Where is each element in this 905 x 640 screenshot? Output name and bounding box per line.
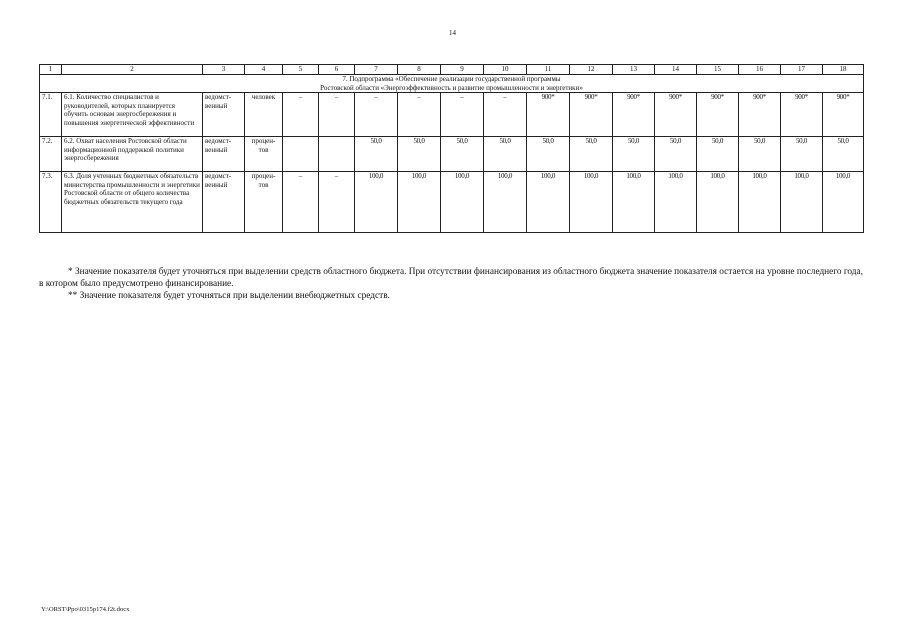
value-cell: 100,0 — [697, 172, 739, 233]
column-number: 15 — [697, 65, 739, 75]
value-cell: 50,0 — [739, 137, 781, 172]
unit: человек — [245, 93, 283, 137]
column-number: 11 — [527, 65, 570, 75]
column-number: 16 — [739, 65, 781, 75]
column-number: 12 — [570, 65, 613, 75]
value-cell: 900* — [697, 93, 739, 137]
column-number: 3 — [203, 65, 245, 75]
value-cell: 50,0 — [355, 137, 398, 172]
column-number: 14 — [655, 65, 697, 75]
value-cell: – — [319, 93, 355, 137]
column-number: 4 — [245, 65, 283, 75]
value-cell: 100,0 — [355, 172, 398, 233]
value-cell: – — [283, 93, 319, 137]
column-number: 10 — [484, 65, 527, 75]
value-cell: 50,0 — [441, 137, 484, 172]
column-number: 7 — [355, 65, 398, 75]
row-number: 7.2. — [40, 137, 62, 172]
indicator-type: ведомст-венный — [203, 93, 245, 137]
section-header-row — [40, 75, 864, 93]
unit: процен-тов — [245, 137, 283, 172]
value-cell: 900* — [570, 93, 613, 137]
value-cell: 50,0 — [398, 137, 441, 172]
column-number: 17 — [781, 65, 823, 75]
column-number: 6 — [319, 65, 355, 75]
column-number: 2 — [62, 65, 203, 75]
value-cell: – — [355, 93, 398, 137]
indicators-table — [39, 64, 864, 233]
table-row — [40, 93, 864, 137]
value-cell: 900* — [823, 93, 864, 137]
column-number: 1 — [40, 65, 62, 75]
value-cell: 900* — [527, 93, 570, 137]
indicator-name: 6.3. Доля учтенных бюджетных обязательств министерства промышленности и энергетики Ростовской области от общего количества бюджетных обязательств текущего года — [62, 172, 203, 233]
value-cell: 900* — [781, 93, 823, 137]
value-cell: – — [441, 93, 484, 137]
row-number: 7.1. — [40, 93, 62, 137]
unit: процен-тов — [245, 172, 283, 233]
table-row — [40, 137, 864, 172]
value-cell: 100,0 — [823, 172, 864, 233]
section-title-line: Ростовской области «Энергоэффективность и развитие промышленности и энергетики» — [320, 83, 583, 92]
column-number: 9 — [441, 65, 484, 75]
footnote-1: * Значение показателя будет уточняться при выделении средств областного бюджета. При отсутствии финансирования из областного бюджета значение показателя остается на уровне последнего года, в котором было предусмотрено финансирование. — [39, 267, 863, 289]
value-cell: 50,0 — [484, 137, 527, 172]
table-row — [40, 172, 864, 233]
value-cell — [319, 137, 355, 172]
indicator-name: 6.1. Количество специалистов и руководителей, которых планируется обучить основам энергосбережения и повышения энергетической эффективности — [62, 93, 203, 137]
column-number: 8 — [398, 65, 441, 75]
value-cell: – — [484, 93, 527, 137]
value-cell: – — [319, 172, 355, 233]
value-cell: 50,0 — [697, 137, 739, 172]
value-cell: 100,0 — [613, 172, 655, 233]
footnotes — [39, 266, 863, 302]
column-number: 18 — [823, 65, 864, 75]
page-number: 14 — [449, 29, 456, 37]
indicator-type: ведомст-венный — [203, 172, 245, 233]
column-number-row — [40, 65, 864, 75]
value-cell: 100,0 — [484, 172, 527, 233]
value-cell: 900* — [613, 93, 655, 137]
value-cell: 100,0 — [781, 172, 823, 233]
file-path: Y:\ORST\Ppo\0315p174.f2t.docx — [41, 606, 130, 613]
value-cell: – — [283, 172, 319, 233]
value-cell: 100,0 — [739, 172, 781, 233]
section-title-line: 7. Подпрограмма «Обеспечение реализации государственной программы — [342, 75, 561, 83]
section-title — [40, 75, 864, 93]
value-cell: 100,0 — [441, 172, 484, 233]
value-cell: 50,0 — [570, 137, 613, 172]
value-cell: 50,0 — [781, 137, 823, 172]
row-number: 7.3. — [40, 172, 62, 233]
value-cell: 100,0 — [655, 172, 697, 233]
value-cell — [283, 137, 319, 172]
value-cell: 100,0 — [527, 172, 570, 233]
value-cell: 50,0 — [527, 137, 570, 172]
column-number: 5 — [283, 65, 319, 75]
column-number: 13 — [613, 65, 655, 75]
indicator-type: ведомст-венный — [203, 137, 245, 172]
footnote-2: ** Значение показателя будет уточняться при выделении внебюджетных средств. — [68, 291, 390, 301]
indicator-name: 6.2. Охват населения Ростовской области информационной поддержкой политики энергосбережения — [62, 137, 203, 172]
value-cell: 900* — [739, 93, 781, 137]
value-cell: 50,0 — [655, 137, 697, 172]
value-cell: 50,0 — [613, 137, 655, 172]
value-cell: 900* — [655, 93, 697, 137]
value-cell: 100,0 — [570, 172, 613, 233]
value-cell: 100,0 — [398, 172, 441, 233]
value-cell: 50,0 — [823, 137, 864, 172]
value-cell: – — [398, 93, 441, 137]
